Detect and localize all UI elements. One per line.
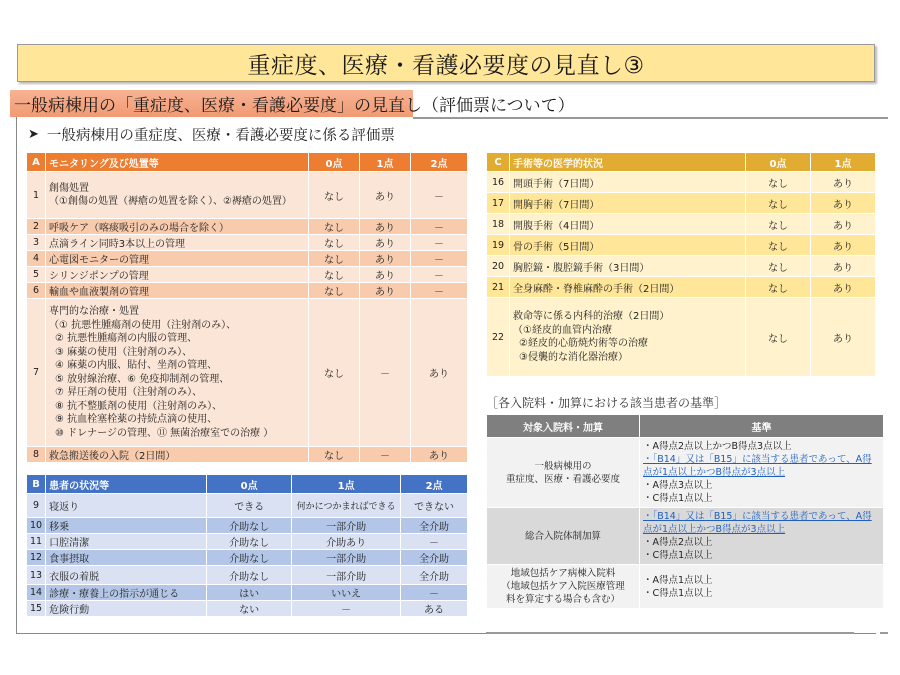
table-row: 19 骨の手術（5日間） なし あり: [487, 235, 875, 255]
table-row: 8 救急搬送後の入院（2日間） なし － あり: [27, 447, 467, 462]
col-0pt: 0点: [309, 153, 359, 171]
col-2pt: 2点: [411, 153, 467, 171]
col-0pt: 0点: [746, 153, 810, 171]
table-row: 1 創傷処置 （①創傷の処置（褥瘡の処置を除く）、②褥瘡の処置） なし あり －: [27, 172, 467, 218]
criteria-header: [487, 415, 883, 437]
table-row: 14 診療・療養上の指示が通じる はい いいえ －: [27, 585, 467, 600]
table-row: 4 心電図モニターの管理 なし あり －: [27, 251, 467, 266]
table-row: 地域包括ケア病棟入院料 （地域包括ケア入院医療管理 料を算定する場合も含む） ・A得点1点以上 ・C得点1点以上: [487, 565, 883, 608]
table-row: 2 呼吸ケア（喀痰吸引のみの場合を除く） なし あり －: [27, 219, 467, 234]
criteria-heading: ［各入院料・加算における該当患者の基準］: [486, 396, 727, 410]
table-row: 17 開胸手術（7日間） なし あり: [487, 193, 875, 213]
evaluation-heading-text: 一般病棟用の重症度、医療・看護必要度に係る評価票: [46, 128, 395, 144]
table-row: 9 寝返り できる 何かにつかまればできる できない: [27, 494, 467, 517]
table-c-header: [487, 153, 875, 171]
table-row: 21 全身麻酔・脊椎麻酔の手術（2日間） なし あり: [487, 277, 875, 297]
table-row: 18 開腹手術（4日間） なし あり: [487, 214, 875, 234]
table-row: 7 専門的な治療・処置 （① 抗悪性腫瘍剤の使用（注射剤のみ）、 ② 抗悪性腫瘍剤の内服の管理、 ③ 麻薬の使用（注射剤のみ）、 ④ 麻薬の内服、貼付、坐剤の管理、 ⑤ 放射線治療、⑥ 免疫抑制剤の管理、 ⑦ 昇圧剤の使用（注射剤のみ）、 ⑧ 抗不整脈剤の使用（注射剤のみ）、 ⑨ 抗血栓塞栓薬の持続点滴の使用、 ⑩ ドレナージの管理、⑪ 無菌治療室での治療 ） なし － あり: [27, 299, 467, 446]
table-row: 10 移乗 介助なし 一部介助 全介助: [27, 518, 467, 533]
table-row: 15 危険行動 ない － ある: [27, 601, 467, 616]
table-row: 3 点滴ライン同時3本以上の管理 なし あり －: [27, 235, 467, 250]
table-b-header: [27, 475, 467, 493]
footer-divider: [486, 632, 854, 634]
table-row: 6 輸血や血液製剤の管理 なし あり －: [27, 283, 467, 298]
col-standard: 基準: [640, 415, 883, 437]
col-target: 対象入院料・加算: [487, 415, 639, 437]
col-1pt: 1点: [292, 475, 400, 493]
arrow-bullet-icon: ➤: [28, 127, 39, 142]
col-0pt: 0点: [207, 475, 291, 493]
table-a-header: [27, 153, 467, 171]
col-1pt: 1点: [360, 153, 410, 171]
table-row: 一般病棟用の 重症度、医療・看護必要度 ・A得点2点以上かつB得点3点以上 ・「B14」又は「B15」に該当する患者であって、A得点が1点以上かつB得点が3点以上 ・A得点3点以上 ・C得点1点以上: [487, 438, 883, 507]
page-title: 重症度、医療・看護必要度の見直し③: [17, 44, 875, 82]
table-row: 20 胸腔鏡・腹腔鏡手術（3日間） なし あり: [487, 256, 875, 276]
table-b-title: 患者の状況等: [46, 475, 206, 493]
col-2pt: 2点: [401, 475, 467, 493]
table-row: 13 衣服の着脱 介助なし 一部介助 全介助: [27, 566, 467, 584]
table-row: 5 シリンジポンプの管理 なし あり －: [27, 267, 467, 282]
table-a-monitoring: [26, 152, 468, 463]
criteria-table: [486, 414, 884, 609]
table-row: 16 開頭手術（7日間） なし あり: [487, 172, 875, 192]
table-b-patient-status: [26, 474, 468, 617]
table-c-surgical: [486, 152, 876, 377]
table-row: 11 口腔清潔 介助なし 介助あり －: [27, 534, 467, 549]
table-row: 総合入院体制加算 ・「B14」又は「B15」に該当する患者であって、A得点が1点以上かつB得点が3点以上 ・A得点2点以上 ・C得点1点以上: [487, 508, 883, 564]
table-c-code: C: [487, 153, 509, 171]
table-row: 22 救命等に係る内科的治療（2日間） （①経皮的血管内治療 ②経皮的心筋焼灼術等の治療 ③侵襲的な消化器治療） なし あり: [487, 298, 875, 376]
table-a-title: モニタリング及び処置等: [46, 153, 308, 171]
table-b-code: B: [27, 475, 45, 493]
evaluation-heading: [28, 124, 395, 145]
section-subtitle: 一般病棟用の「重症度、医療・看護必要度」の見直し（評価票について）: [10, 90, 413, 117]
footer-divider-tick: [880, 632, 888, 634]
col-1pt: 1点: [811, 153, 875, 171]
criteria-link[interactable]: ・「B14」又は「B15」に該当する患者であって、A得点が1点以上かつB得点が3点以上: [643, 511, 872, 535]
table-row: 12 食事摂取 介助なし 一部介助 全介助: [27, 550, 467, 565]
table-c-title: 手術等の医学的状況: [510, 153, 745, 171]
criteria-link[interactable]: ・「B14」又は「B15」に該当する患者であって、A得点が1点以上かつB得点が3点以上: [643, 454, 872, 478]
table-a-code: A: [27, 153, 45, 171]
